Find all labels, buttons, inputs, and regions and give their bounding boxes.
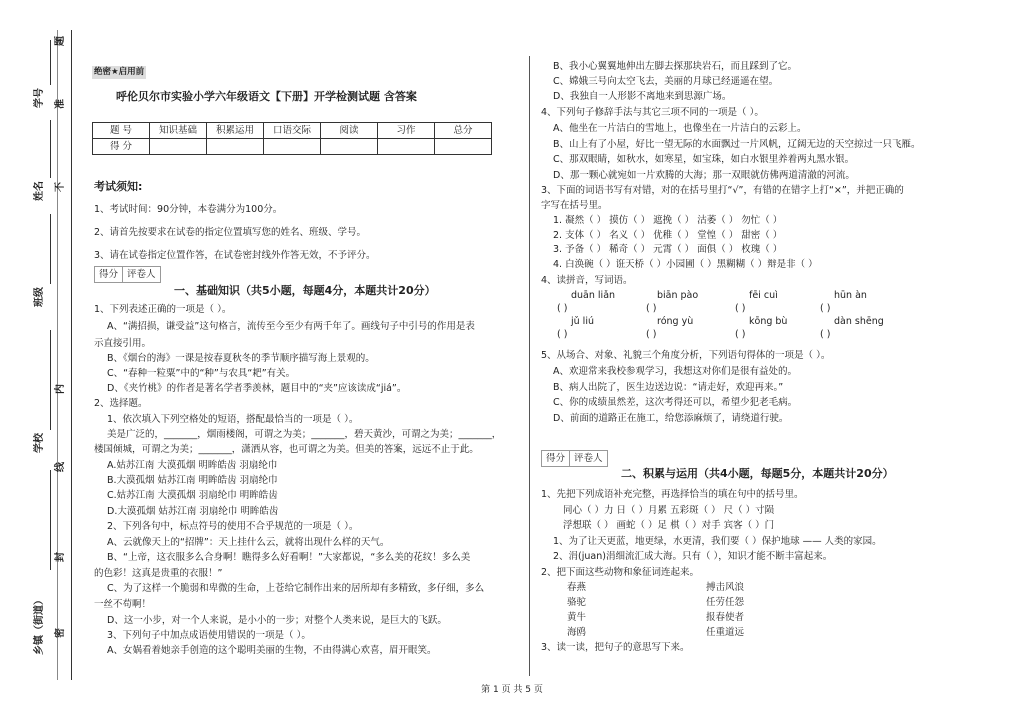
page-footer: 第 1 页 共 5 页 [481,685,543,695]
pinyin-label: duān liǎn [571,290,616,301]
question-line: C、嫦娥三号向太空飞去，美丽的月球已经遥遥在望。 [553,76,779,87]
question-line: B、“上帝，这衣服多么合身啊！瞧得多么好看啊！”大家都说，“多么美的花纹！多么美 [107,552,471,563]
notice-title: 考试须知: [94,180,143,193]
margin-label: 学校 [34,433,45,453]
question-line: A、女娲看着她亲手创造的这个聪明美丽的生物，不由得满心欢喜，眉开眼笑。 [107,645,437,656]
pinyin-label: fēi cuì [749,290,778,301]
section-title: 一、基础知识（共5小题，每题4分，本题共计20分） [174,284,436,297]
match-left-item: 骆驼 [567,597,587,608]
score-header: 知识基础 [150,123,207,139]
answer-bracket: ( ) [735,303,746,314]
answer-bracket: ( ) [820,303,831,314]
margin-label: 不 [55,182,66,192]
question-line: B、我小心翼翼地伸出左脚去探那块岩石，而且踩到了它。 [553,61,798,72]
margin-label: 学号 [34,88,45,108]
score-header: 总分 [435,123,492,139]
margin-label: 姓名 [34,181,45,201]
question-line: B.大漠孤烟 姑苏江南 明眸皓齿 羽扇纶巾 [107,475,278,486]
binding-line [71,30,72,680]
question-line: 2、涓(juan)涓细流汇成大海。只有（ ），知识才能不断丰富起来。 [553,551,833,562]
question-line: 1、为了让天更蓝，地更绿，水更清，我们要（ ）保护地球 —— 人类的家园。 [553,536,882,547]
score-cell[interactable] [378,139,435,155]
column-divider [529,56,530,676]
margin-label: 乡镇（街道） [34,595,45,655]
fill-line [50,470,51,570]
answer-bracket: ( ) [646,329,657,340]
question-line: 示直接引用。 [94,338,152,349]
page-title: 呼伦贝尔市实验小学六年级语文【下册】开学检测试题 含答案 [116,90,417,103]
question-line: 4. 白涣碗（ ）诳天桥（ ）小园圃（ ）黑糊糊（ ）辩是非（ ） [553,259,818,270]
question-line: C.姑苏江南 大漠孤烟 羽扇纶巾 明眸皓齿 [107,490,278,501]
question-line: D、这一小步，对一个人来说，是小小的一步；对整个人类来说，是巨大的飞跃。 [107,615,447,626]
margin-label: 线 [55,462,66,472]
fill-line [50,40,51,85]
margin-label: 封 [55,552,66,562]
score-header: 阅读 [321,123,378,139]
match-right-item: 搏击风浪 [706,582,745,593]
score-header: 口语交际 [264,123,321,139]
answer-bracket: ( ) [735,329,746,340]
binding-line-outer [57,30,58,680]
pinyin-label: biān pào [657,290,699,301]
fill-line [50,330,51,430]
question-line: 字写在括号里。 [541,200,608,211]
score-cell[interactable] [207,139,264,155]
score-cell[interactable] [321,139,378,155]
margin-label: 内 [55,384,66,394]
question-line: D、前面的道路正在施工，给您添麻烦了，请绕道行驶。 [553,413,789,424]
grader-box [541,450,608,467]
answer-bracket: ( ) [646,303,657,314]
fill-line [50,214,51,284]
question-line: 3、下列句子中加点成语使用错误的一项是（ ）。 [107,630,311,641]
question-line: A、“满招损，谦受益”这句格言，流传至今至少有两千年了。画线句子中引号的作用是表 [107,321,475,332]
question-line: D、《夹竹桃》的作者是著名学者季羡林，题目中的“夹”应该读成“jiá”。 [107,383,407,394]
margin-label: 准 [55,99,66,109]
answer-bracket: ( ) [557,329,568,340]
score-cell[interactable] [264,139,321,155]
question-line: 4、读拼音，写词语。 [541,275,633,286]
question-line: 3. 予备（ ） 稀奇（ ） 元霄（ ） 面俱（ ） 枚瑰（ ） [553,244,783,255]
question-line: 2、下列各句中，标点符号的使用不合乎规范的一项是（ ）。 [107,521,359,532]
question-line: D、那一颗心就宛如一片欢腾的大海；那一双眼就仿佛两道清澈的河流。 [553,170,855,181]
question-line: 3、读一读，把句子的意思写下来。 [541,642,690,653]
section-title: 二、积累与运用（共4小题，每题5分，本题共计20分） [621,467,894,480]
score-header: 积累运用 [207,123,264,139]
question-line: D、我独自一人形影不离地来到思源广场。 [553,91,732,102]
answer-bracket: ( ) [557,303,568,314]
question-line: A、他坐在一片洁白的雪地上，也像坐在一片洁白的云彩上。 [553,123,807,134]
fill-line [50,120,51,178]
score-header: 题 号 [93,123,150,139]
answer-bracket: ( ) [820,329,831,340]
margin-label: 班级 [34,287,45,307]
match-left-item: 春燕 [567,582,587,593]
question-line: A、欢迎常来我校参观学习，我想这对你们是很有益处的。 [553,366,797,377]
notice-item: 1、考试时间：90分钟，本卷满分为100分。 [94,204,283,215]
question-line: B、山上有了小屋，好比一望无际的水面飘过一片风帆，辽阔无边的天空掠过一只飞雁。 [553,139,921,150]
question-line: A、云就像天上的“招牌”：天上挂什么云，就将出现什么样的天气。 [107,537,390,548]
question-line: 美是广泛的，_______，烟雨楼阁，可谓之为美；_______，碧天黄沙，可谓之为美；_______， [107,429,502,440]
pinyin-label: dàn shēng [834,316,884,327]
margin-label: 密 [55,628,66,638]
question-line: D.大漠孤烟 姑苏江南 羽扇纶巾 明眸皓齿 [107,506,279,517]
secret-badge: 绝密★启用前 [94,67,145,77]
match-right-item: 任重道远 [706,627,745,638]
score-cell[interactable] [435,139,492,155]
question-line: 2、把下面这些动物和象征词连起来。 [541,567,700,578]
notice-item: 3、请在试卷指定位置作答，在试卷密封线外作答无效，不予评分。 [94,250,376,261]
score-table [92,122,492,155]
pinyin-label: róng yù [657,316,694,327]
score-cell[interactable] [150,139,207,155]
question-line: 1、先把下列成语补充完整，再选择恰当的填在句中的括号里。 [541,489,804,500]
question-line: 1. 凝然（ ） 摸仿（ ） 遮挽（ ） 沽萎（ ） 勿忙（ ） [553,215,783,226]
score-header: 习作 [378,123,435,139]
question-line: 一丝不苟啊！ [94,599,152,610]
grader-score-label: 得分 [95,267,123,282]
question-line: C、“春种一粒粟”中的“种”与农具“耙”有关。 [107,368,296,379]
question-line: 2、选择题。 [94,398,148,409]
notice-item: 2、请首先按要求在试卷的指定位置填写您的姓名、班级、学号。 [94,227,367,238]
question-line: 楼国倾城，可谓之为美；_______，潇洒从容，也可谓之为美。但美的答案，远远不止于此。 [94,444,479,455]
question-line: 的色彩！这真是贵重的衣服！” [94,568,223,579]
question-line: A.姑苏江南 大漠孤烟 明眸皓齿 羽扇纶巾 [107,460,278,471]
match-left-item: 海鸥 [567,627,587,638]
question-line: B、《烟台的海》一课是按春夏秋冬的季节顺序描写海上景观的。 [107,353,375,364]
score-row-label: 得 分 [93,139,150,155]
match-right-item: 任劳任怨 [706,597,745,608]
grader-score-label: 得分 [542,451,570,466]
question-line: 2. 支体（ ） 名义（ ） 优稚（ ） 堂惶（ ） 甜密（ ） [553,230,783,241]
pinyin-label: jǔ liú [571,316,594,327]
pinyin-label: kōng bù [749,316,788,327]
margin-label: 题 [55,36,66,46]
pinyin-label: hūn àn [834,290,867,301]
question-line: C、那双眼睛，如秋水，如寒星，如宝珠，如白水银里养着两丸黑水银。 [553,154,855,165]
question-line: 5、从场合、对象、礼貌三个角度分析，下列语句得体的一项是（ ）。 [541,350,831,361]
grader-reviewer-label: 评卷人 [574,453,603,464]
question-line: B、病人出院了，医生边送边说：“请走好，欢迎再来。” [553,382,784,393]
question-line: 浮想联（ ） 画蛇（ ）足 棋（ ）对手 宾客（ ）门 [563,520,775,531]
question-line: C、你的成绩虽然差，这次考得还可以，希望少犯老毛病。 [553,397,798,408]
question-line: 1、依次填入下列空格处的短语，搭配最恰当的一项是（ ）。 [107,414,359,425]
question-line: 同心（ ）力 日（ ）月累 五彩斑（ ） 尺（ ）寸陨 [563,505,775,516]
question-line: 1、下列表述正确的一项是（ ）。 [94,304,232,315]
match-left-item: 黄牛 [567,612,587,623]
grader-reviewer-label: 评卷人 [127,269,156,280]
question-line: C、为了这样一个脆弱和卑微的生命，上苍给它制作出来的居所却有多精致，多仔细，多么 [107,583,485,594]
match-right-item: 报春使者 [706,612,745,623]
question-line: 3、下面的词语书写有对错，对的在括号里打“√”，有错的在错字上打“×”，并把正确的 [541,185,904,196]
question-line: 4、下列句子修辞手法与其它三项不同的一项是（ ）。 [541,107,764,118]
grader-box [94,266,161,283]
